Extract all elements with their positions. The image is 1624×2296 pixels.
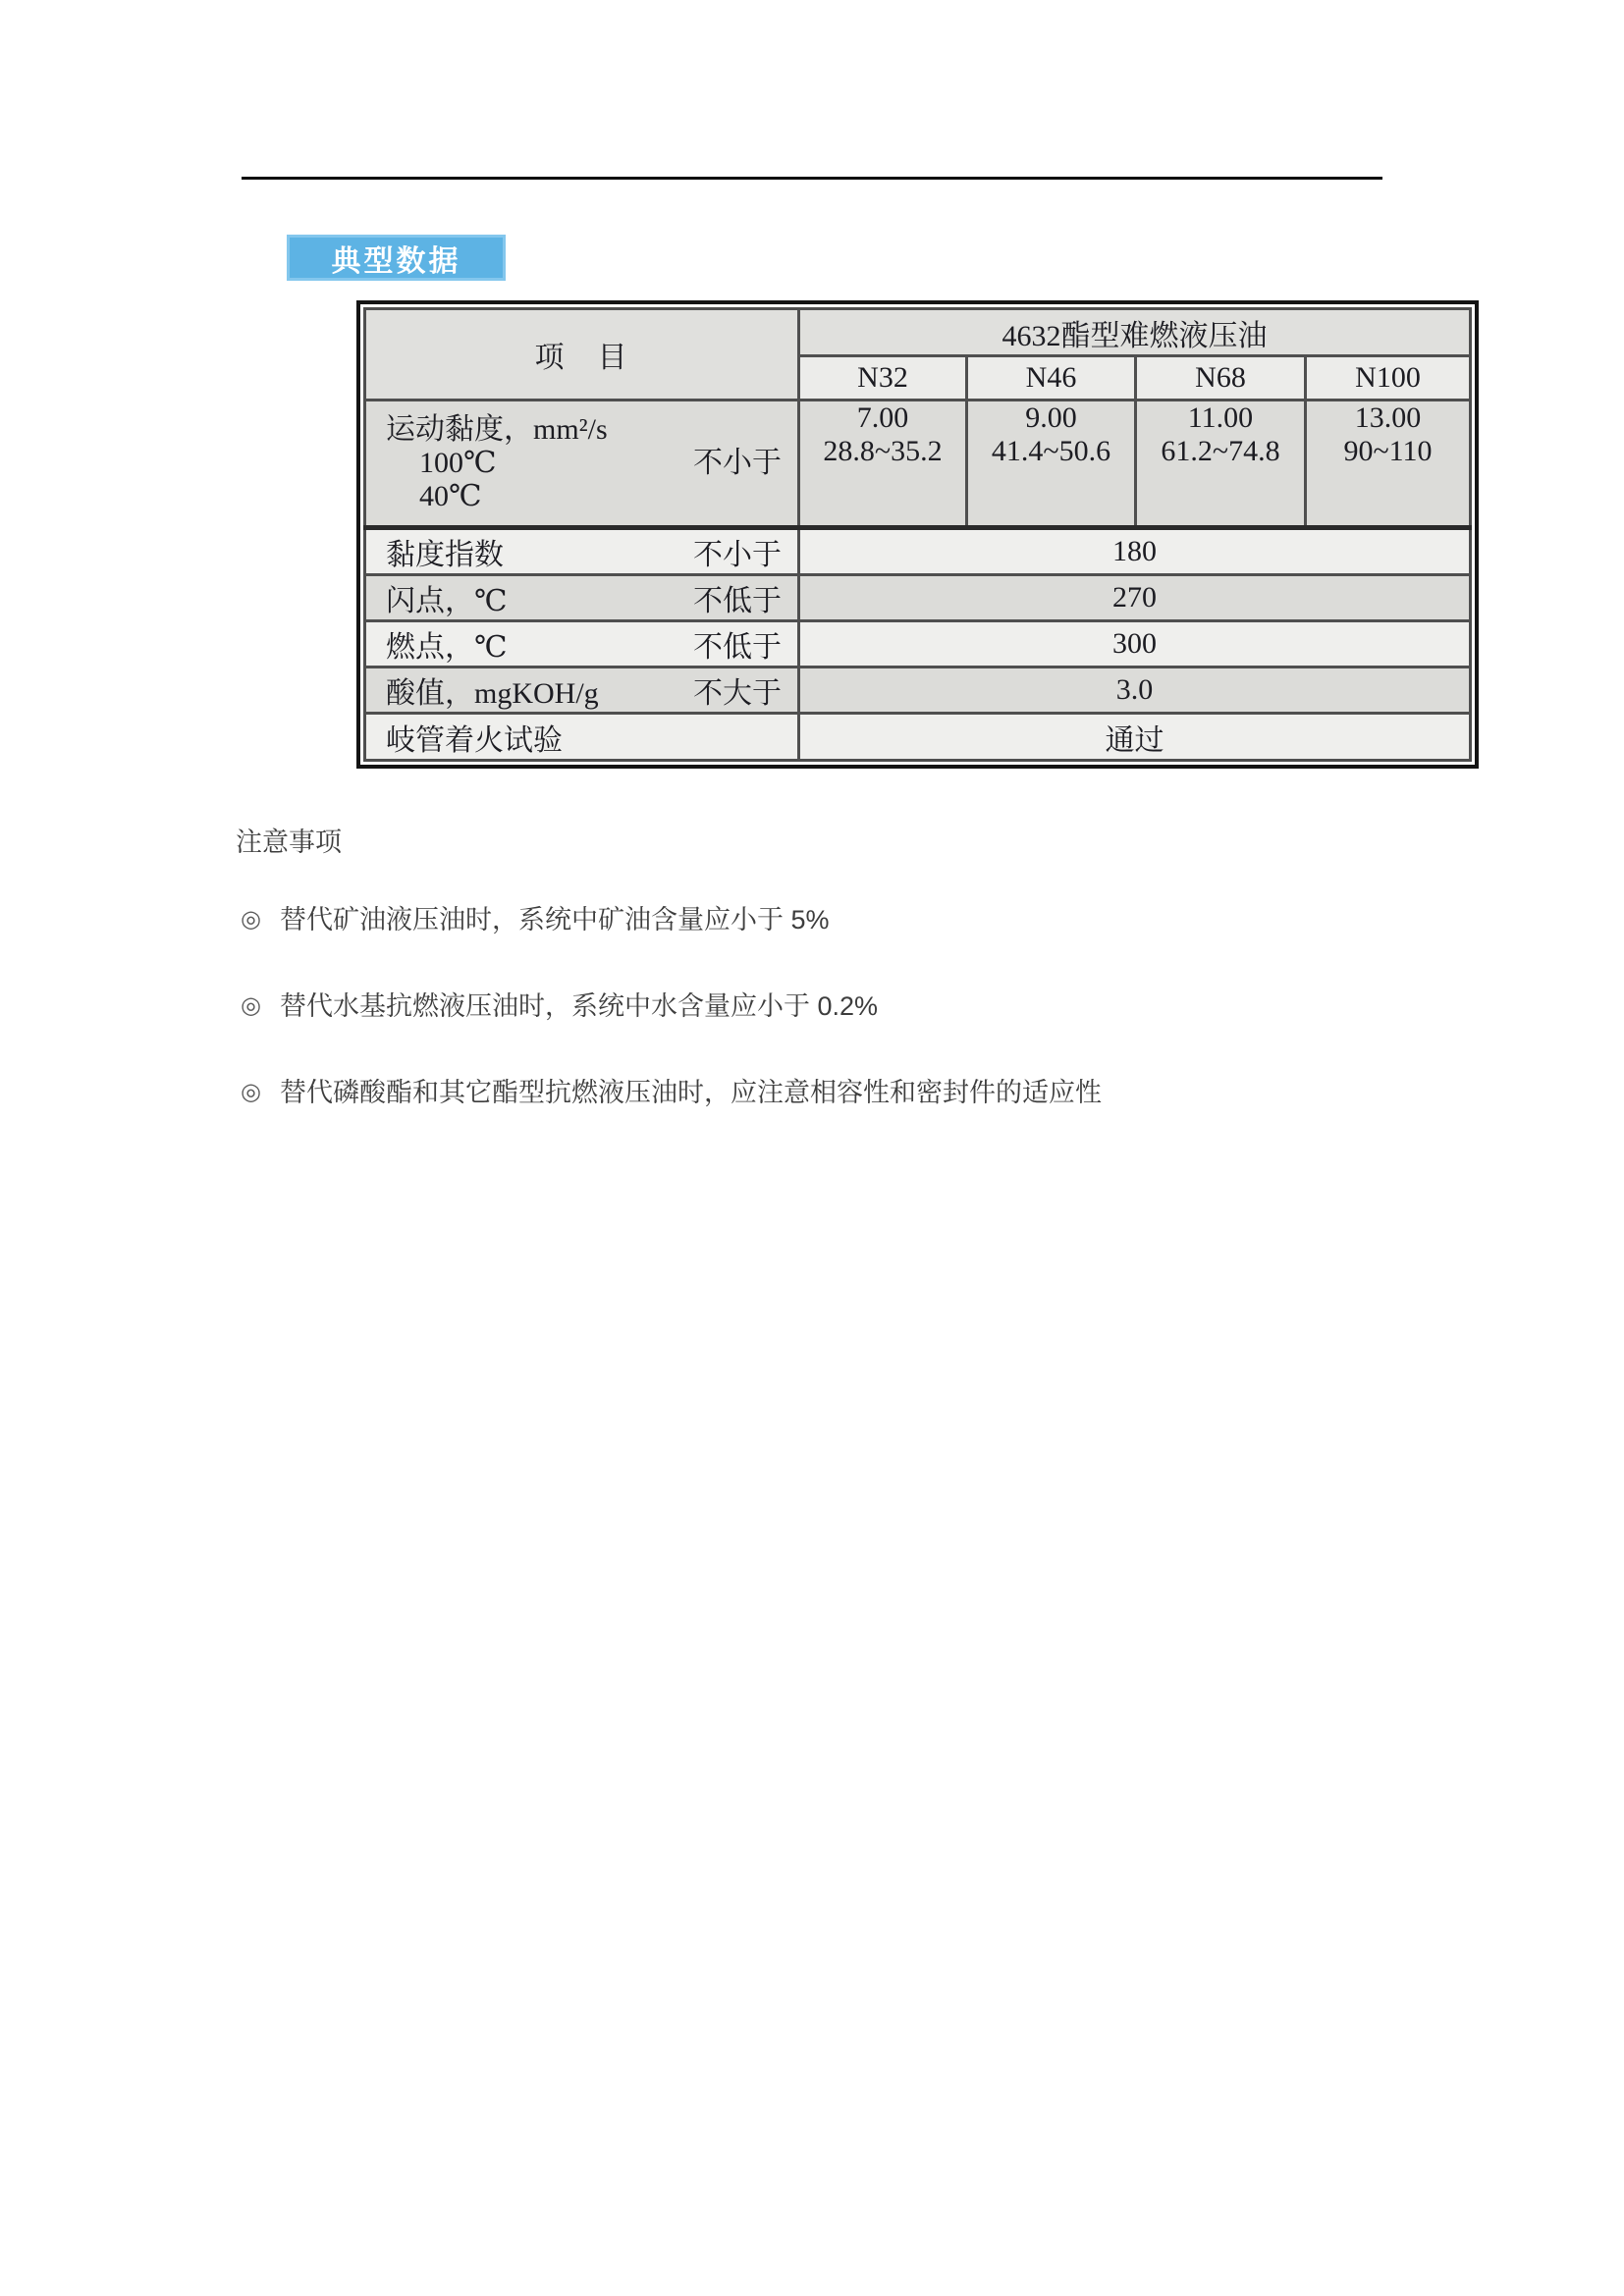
row-label-cell <box>365 667 799 714</box>
top-divider-rule <box>242 177 1382 180</box>
row-label: 闪点，℃ <box>386 585 508 617</box>
row-value: 3.0 <box>799 667 1471 714</box>
row-label-cell <box>365 714 799 761</box>
row-label: 黏度指数 <box>386 539 504 571</box>
section-badge-label: 典型数据 <box>331 244 461 278</box>
viscosity-n32-40c: 28.8~35.2 <box>823 435 943 467</box>
note-bullet-icon: ◎ <box>241 1079 261 1105</box>
note-bullet-icon: ◎ <box>241 906 261 933</box>
column-header-n100: N100 <box>1306 356 1471 400</box>
table-row-fire-point <box>365 621 1471 667</box>
row-label-cell <box>365 575 799 621</box>
note-text: 替代磷酸酯和其它酯型抗燃液压油时，应注意相容性和密封件的适应性 <box>279 1078 1102 1107</box>
row-qualifier: 不小于 <box>693 539 782 571</box>
row-value: 270 <box>799 575 1471 621</box>
table-row-manifold-ignition-test <box>365 714 1471 761</box>
note-text: 替代矿油液压油时，系统中矿油含量应小于 5% <box>279 905 830 934</box>
column-header-n32: N32 <box>799 356 967 400</box>
row-qualifier: 不低于 <box>693 631 782 664</box>
note-bullet-icon: ◎ <box>241 992 261 1019</box>
note-item-water-based <box>241 989 878 1023</box>
row-value: 300 <box>799 621 1471 667</box>
viscosity-temp-100c: 100℃ <box>419 447 497 479</box>
row-qualifier: 不低于 <box>693 585 782 617</box>
viscosity-n100-100c: 13.00 <box>1354 401 1422 434</box>
row-label: 酸值，mgKOH/g <box>386 677 599 710</box>
spec-table-frame <box>356 300 1479 769</box>
table-row-acid-value <box>365 667 1471 714</box>
note-text: 替代水基抗燃液压油时，系统中水含量应小于 0.2% <box>279 991 878 1021</box>
row-label-cell <box>365 621 799 667</box>
note-item-mineral-oil <box>241 903 829 936</box>
column-header-n46: N46 <box>967 356 1136 400</box>
row-value: 通过 <box>799 714 1471 761</box>
viscosity-label-cell <box>365 400 799 528</box>
row-label: 岐管着火试验 <box>386 723 563 757</box>
viscosity-cell-n100 <box>1306 400 1471 528</box>
column-header-product: 4632酯型难燃液压油 <box>799 309 1471 356</box>
viscosity-label: 运动黏度，mm²/s <box>386 413 608 446</box>
notes-title: 注意事项 <box>236 828 342 857</box>
viscosity-n46-100c: 9.00 <box>1025 401 1077 434</box>
row-label: 燃点，℃ <box>386 631 508 664</box>
column-header-item: 项 目 <box>365 309 799 400</box>
viscosity-n100-40c: 90~110 <box>1343 435 1433 467</box>
row-label-cell <box>365 528 799 575</box>
note-item-phosphate-ester <box>241 1076 1102 1109</box>
viscosity-n32-100c: 7.00 <box>856 401 909 434</box>
spec-table <box>363 307 1472 762</box>
viscosity-cell-n68 <box>1136 400 1306 528</box>
table-row-flash-point <box>365 575 1471 621</box>
viscosity-temp-40c: 40℃ <box>419 480 482 512</box>
viscosity-n68-40c: 61.2~74.8 <box>1161 435 1280 467</box>
viscosity-cell-n46 <box>967 400 1136 528</box>
viscosity-qualifier: 不小于 <box>693 447 782 479</box>
viscosity-n68-100c: 11.00 <box>1187 401 1254 434</box>
row-qualifier: 不大于 <box>693 677 782 710</box>
section-badge-typical-data <box>287 235 506 281</box>
table-row-viscosity-index <box>365 528 1471 575</box>
viscosity-cell-n32 <box>799 400 967 528</box>
viscosity-row <box>365 400 1471 528</box>
table-header-row-1 <box>365 309 1471 356</box>
viscosity-n46-40c: 41.4~50.6 <box>991 435 1111 467</box>
row-value: 180 <box>799 528 1471 575</box>
column-header-n68: N68 <box>1136 356 1306 400</box>
